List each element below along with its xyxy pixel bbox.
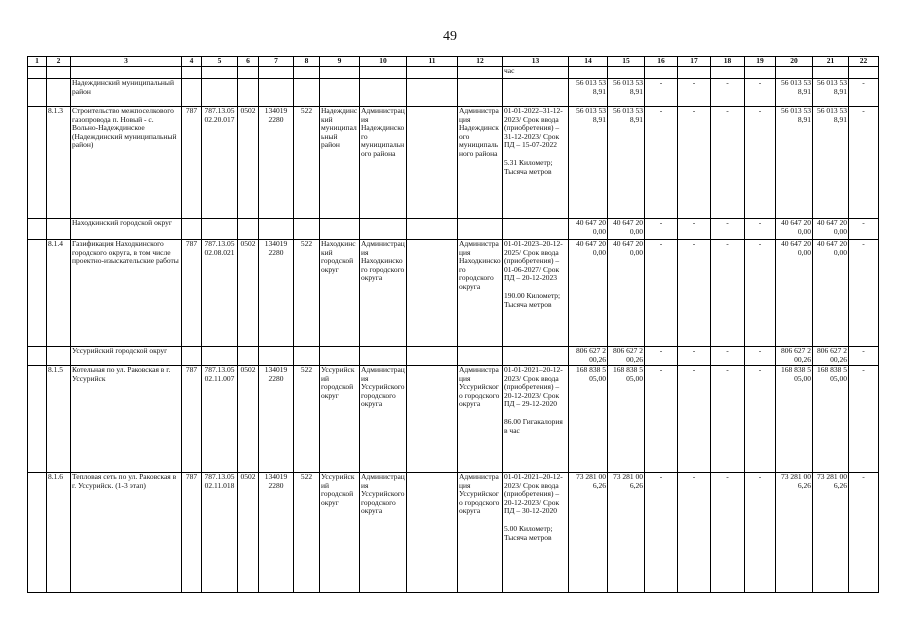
item-c4: 787: [182, 240, 202, 347]
item-c4: 787: [182, 366, 202, 473]
item-c5: 787.13.05 02.08.021: [202, 240, 238, 347]
amount-col-18: -: [711, 79, 745, 107]
item-c5: 787.13.05 02.11.007: [202, 366, 238, 473]
column-number-row: [28, 57, 879, 67]
group-total-row: [28, 79, 879, 107]
item-c11: [407, 366, 458, 473]
empty-cell: [28, 366, 47, 473]
item-c7: 134019 2280: [259, 107, 294, 219]
group-total-row: [28, 347, 879, 366]
column-number-9: 9: [320, 57, 360, 67]
schedule-dates: 01-01-2023–20-12-2025/ Срок ввода (приобретения) – 01-06-2027/ Срок ПД – 20-12-2023: [504, 239, 563, 283]
item-c6: 0502: [238, 366, 259, 473]
amount-col-14: 40 647 20 0,00: [569, 219, 608, 240]
empty-cell: [202, 347, 238, 366]
empty-cell: [182, 347, 202, 366]
item-c10: Администрация Уссурийского городского округа: [360, 473, 407, 593]
empty-cell: [71, 67, 182, 79]
empty-cell: [503, 79, 569, 107]
amount-col-15: 40 647 20 0,00: [608, 219, 645, 240]
empty-cell: [503, 347, 569, 366]
amount-col-17: -: [678, 79, 711, 107]
amount-col-15: 73 281 00 6,26: [608, 473, 645, 593]
item-c10: Администрация Уссурийского городского округа: [360, 366, 407, 473]
amount-col-14: 73 281 00 6,26: [569, 473, 608, 593]
amount-col-14: 806 627 2 00,26: [569, 347, 608, 366]
continuation-row: [28, 67, 879, 79]
column-number-15: 15: [608, 57, 645, 67]
column-number-3: 3: [71, 57, 182, 67]
item-number: 8.1.5: [47, 366, 71, 473]
amount-col-16: -: [645, 79, 678, 107]
budget-table: [27, 56, 879, 593]
amount-col-15: 56 013 53 8,91: [608, 107, 645, 219]
item-c6: 0502: [238, 107, 259, 219]
item-c11: [407, 107, 458, 219]
item-c12: Администрация Уссурийского городского округа: [458, 473, 503, 593]
empty-cell: [28, 67, 47, 79]
empty-cell: [776, 67, 813, 79]
column-number-1: 1: [28, 57, 47, 67]
item-c12: Администрация Надеждинского муниципального района: [458, 107, 503, 219]
empty-cell: [28, 79, 47, 107]
empty-cell: [202, 219, 238, 240]
item-c8: 522: [294, 473, 320, 593]
empty-cell: [28, 240, 47, 347]
amount-col-19: -: [745, 240, 776, 347]
item-number: 8.1.3: [47, 107, 71, 219]
amount-col-22: -: [849, 366, 879, 473]
empty-cell: [47, 79, 71, 107]
empty-cell: [47, 67, 71, 79]
empty-cell: [320, 79, 360, 107]
empty-cell: [678, 67, 711, 79]
column-number-11: 11: [407, 57, 458, 67]
capacity: 5.31 Километр; Тысяча метров: [504, 157, 553, 176]
empty-cell: [849, 67, 879, 79]
empty-cell: [238, 79, 259, 107]
schedule-dates: 01-01-2022–31-12-2023/ Срок ввода (приобретения) – 31-12-2023/ Срок ПД – 15-07-2022: [504, 106, 563, 150]
item-schedule: [503, 240, 569, 347]
group-name: Уссурийский городской округ: [71, 347, 182, 366]
schedule-dates: 01-01-2021–20-12-2023/ Срок ввода (приобретения) – 20-12-2023/ Срок ПД – 30-12-2020: [504, 472, 563, 516]
amount-col-21: 73 281 00 6,26: [813, 473, 849, 593]
empty-cell: [182, 67, 202, 79]
empty-cell: [360, 79, 407, 107]
empty-cell: [259, 67, 294, 79]
item-c4: 787: [182, 107, 202, 219]
group-name: Надеждинский муниципальный район: [71, 79, 182, 107]
empty-cell: [28, 347, 47, 366]
item-c8: 522: [294, 240, 320, 347]
item-schedule: [503, 107, 569, 219]
amount-col-14: 56 013 53 8,91: [569, 79, 608, 107]
item-c9: Надеждинский муниципальный район: [320, 107, 360, 219]
amount-col-17: -: [678, 473, 711, 593]
empty-cell: [320, 67, 360, 79]
amount-col-17: -: [678, 347, 711, 366]
empty-cell: [294, 219, 320, 240]
empty-cell: [458, 219, 503, 240]
amount-col-20: 806 627 2 00,26: [776, 347, 813, 366]
empty-cell: [259, 79, 294, 107]
item-c7: 134019 2280: [259, 473, 294, 593]
item-c9: Находкинский городской округ: [320, 240, 360, 347]
item-c9: Уссурийский городской округ: [320, 366, 360, 473]
amount-col-21: 56 013 53 8,91: [813, 107, 849, 219]
item-c10: Администрация Надеждинского муниципального района: [360, 107, 407, 219]
amount-col-18: -: [711, 366, 745, 473]
item-c10: Администрация Находкинского городского округа: [360, 240, 407, 347]
amount-col-19: -: [745, 219, 776, 240]
empty-cell: [745, 67, 776, 79]
item-name: Тепловая сеть по ул. Раковская в г. Уссурийск. (1-3 этап): [71, 473, 182, 593]
item-name: Газификация Находкинского городского округа, в том числе проектно-изыскательские работы: [71, 240, 182, 347]
amount-col-20: 56 013 53 8,91: [776, 79, 813, 107]
empty-cell: [360, 67, 407, 79]
amount-col-19: -: [745, 366, 776, 473]
empty-cell: [259, 219, 294, 240]
empty-cell: [202, 79, 238, 107]
amount-col-22: -: [849, 347, 879, 366]
amount-col-16: -: [645, 366, 678, 473]
amount-col-14: 40 647 20 0,00: [569, 240, 608, 347]
column-number-18: 18: [711, 57, 745, 67]
empty-cell: [407, 219, 458, 240]
amount-col-21: 40 647 20 0,00: [813, 240, 849, 347]
item-c4: 787: [182, 473, 202, 593]
group-name: Находкинский городской округ: [71, 219, 182, 240]
empty-cell: [320, 219, 360, 240]
amount-col-22: -: [849, 219, 879, 240]
empty-cell: [28, 107, 47, 219]
item-name: Котельная по ул. Раковская в г. Уссурийск: [71, 366, 182, 473]
amount-col-18: -: [711, 473, 745, 593]
item-row: [28, 473, 879, 593]
amount-col-20: 40 647 20 0,00: [776, 219, 813, 240]
column-number-16: 16: [645, 57, 678, 67]
item-number: 8.1.6: [47, 473, 71, 593]
amount-col-16: -: [645, 219, 678, 240]
amount-col-17: -: [678, 366, 711, 473]
column-number-21: 21: [813, 57, 849, 67]
amount-col-21: 168 838 5 05,00: [813, 366, 849, 473]
amount-col-20: 168 838 5 05,00: [776, 366, 813, 473]
amount-col-18: -: [711, 219, 745, 240]
amount-col-15: 168 838 5 05,00: [608, 366, 645, 473]
empty-cell: [407, 67, 458, 79]
item-c8: 522: [294, 366, 320, 473]
item-c7: 134019 2280: [259, 240, 294, 347]
empty-cell: [294, 79, 320, 107]
column-number-22: 22: [849, 57, 879, 67]
column-number-14: 14: [569, 57, 608, 67]
item-number: 8.1.4: [47, 240, 71, 347]
amount-col-21: 40 647 20 0,00: [813, 219, 849, 240]
item-c5: 787.13.05 02.11.018: [202, 473, 238, 593]
item-c12: Администрация Уссурийского городского округа: [458, 366, 503, 473]
column-number-4: 4: [182, 57, 202, 67]
empty-cell: [28, 219, 47, 240]
amount-col-22: -: [849, 473, 879, 593]
amount-col-18: -: [711, 347, 745, 366]
empty-cell: [645, 67, 678, 79]
amount-col-19: -: [745, 347, 776, 366]
empty-cell: [182, 219, 202, 240]
continuation-note: час: [503, 67, 569, 79]
empty-cell: [407, 347, 458, 366]
empty-cell: [294, 67, 320, 79]
amount-col-16: -: [645, 240, 678, 347]
column-number-8: 8: [294, 57, 320, 67]
empty-cell: [238, 347, 259, 366]
item-c5: 787.13.05 02.20.017: [202, 107, 238, 219]
empty-cell: [503, 219, 569, 240]
item-row: [28, 107, 879, 219]
amount-col-15: 806 627 2 00,26: [608, 347, 645, 366]
capacity: 86.00 Гигакалория в час: [504, 416, 563, 435]
amount-col-20: 73 281 00 6,26: [776, 473, 813, 593]
empty-cell: [47, 347, 71, 366]
empty-cell: [608, 67, 645, 79]
empty-cell: [238, 219, 259, 240]
amount-col-18: -: [711, 240, 745, 347]
item-c8: 522: [294, 107, 320, 219]
schedule-dates: 01-01-2021–20-12-2023/ Срок ввода (приобретения) – 20-12-2023/ Срок ПД – 29-12-2020: [504, 365, 563, 409]
amount-col-17: -: [678, 240, 711, 347]
item-name: Строительство межпоселкового газопровода п. Новый - с. Вольно-Надеждинское (Надеждинский муниципальный район): [71, 107, 182, 219]
empty-cell: [47, 219, 71, 240]
item-c7: 134019 2280: [259, 366, 294, 473]
empty-cell: [360, 219, 407, 240]
amount-col-15: 40 647 20 0,00: [608, 240, 645, 347]
amount-col-15: 56 013 53 8,91: [608, 79, 645, 107]
column-number-2: 2: [47, 57, 71, 67]
amount-col-21: 806 627 2 00,26: [813, 347, 849, 366]
group-total-row: [28, 219, 879, 240]
amount-col-22: -: [849, 240, 879, 347]
item-c12: Администрация Находкинского городского округа: [458, 240, 503, 347]
item-row: [28, 366, 879, 473]
amount-col-22: -: [849, 79, 879, 107]
empty-cell: [813, 67, 849, 79]
empty-cell: [458, 347, 503, 366]
column-number-7: 7: [259, 57, 294, 67]
empty-cell: [569, 67, 608, 79]
item-c9: Уссурийский городской округ: [320, 473, 360, 593]
amount-col-18: -: [711, 107, 745, 219]
empty-cell: [294, 347, 320, 366]
item-c11: [407, 240, 458, 347]
empty-cell: [182, 79, 202, 107]
capacity: 5.00 Километр; Тысяча метров: [504, 523, 553, 542]
column-number-19: 19: [745, 57, 776, 67]
empty-cell: [202, 67, 238, 79]
column-number-5: 5: [202, 57, 238, 67]
item-c6: 0502: [238, 473, 259, 593]
amount-col-19: -: [745, 473, 776, 593]
amount-col-19: -: [745, 79, 776, 107]
item-c6: 0502: [238, 240, 259, 347]
amount-col-20: 56 013 53 8,91: [776, 107, 813, 219]
capacity: 190.00 Километр; Тысяча метров: [504, 290, 561, 309]
empty-cell: [711, 67, 745, 79]
amount-col-22: -: [849, 107, 879, 219]
amount-col-14: 56 013 53 8,91: [569, 107, 608, 219]
column-number-20: 20: [776, 57, 813, 67]
amount-col-16: -: [645, 473, 678, 593]
column-number-17: 17: [678, 57, 711, 67]
empty-cell: [407, 79, 458, 107]
amount-col-16: -: [645, 347, 678, 366]
item-row: [28, 240, 879, 347]
page-number: 49: [443, 29, 457, 44]
amount-col-20: 40 647 20 0,00: [776, 240, 813, 347]
empty-cell: [259, 347, 294, 366]
empty-cell: [28, 473, 47, 593]
item-schedule: [503, 473, 569, 593]
item-schedule: [503, 366, 569, 473]
item-c11: [407, 473, 458, 593]
empty-cell: [360, 347, 407, 366]
amount-col-19: -: [745, 107, 776, 219]
amount-col-17: -: [678, 219, 711, 240]
column-number-6: 6: [238, 57, 259, 67]
empty-cell: [458, 79, 503, 107]
amount-col-17: -: [678, 107, 711, 219]
column-number-13: 13: [503, 57, 569, 67]
amount-col-14: 168 838 5 05,00: [569, 366, 608, 473]
column-number-12: 12: [458, 57, 503, 67]
amount-col-16: -: [645, 107, 678, 219]
column-number-10: 10: [360, 57, 407, 67]
empty-cell: [458, 67, 503, 79]
empty-cell: [320, 347, 360, 366]
empty-cell: [238, 67, 259, 79]
amount-col-21: 56 013 53 8,91: [813, 79, 849, 107]
